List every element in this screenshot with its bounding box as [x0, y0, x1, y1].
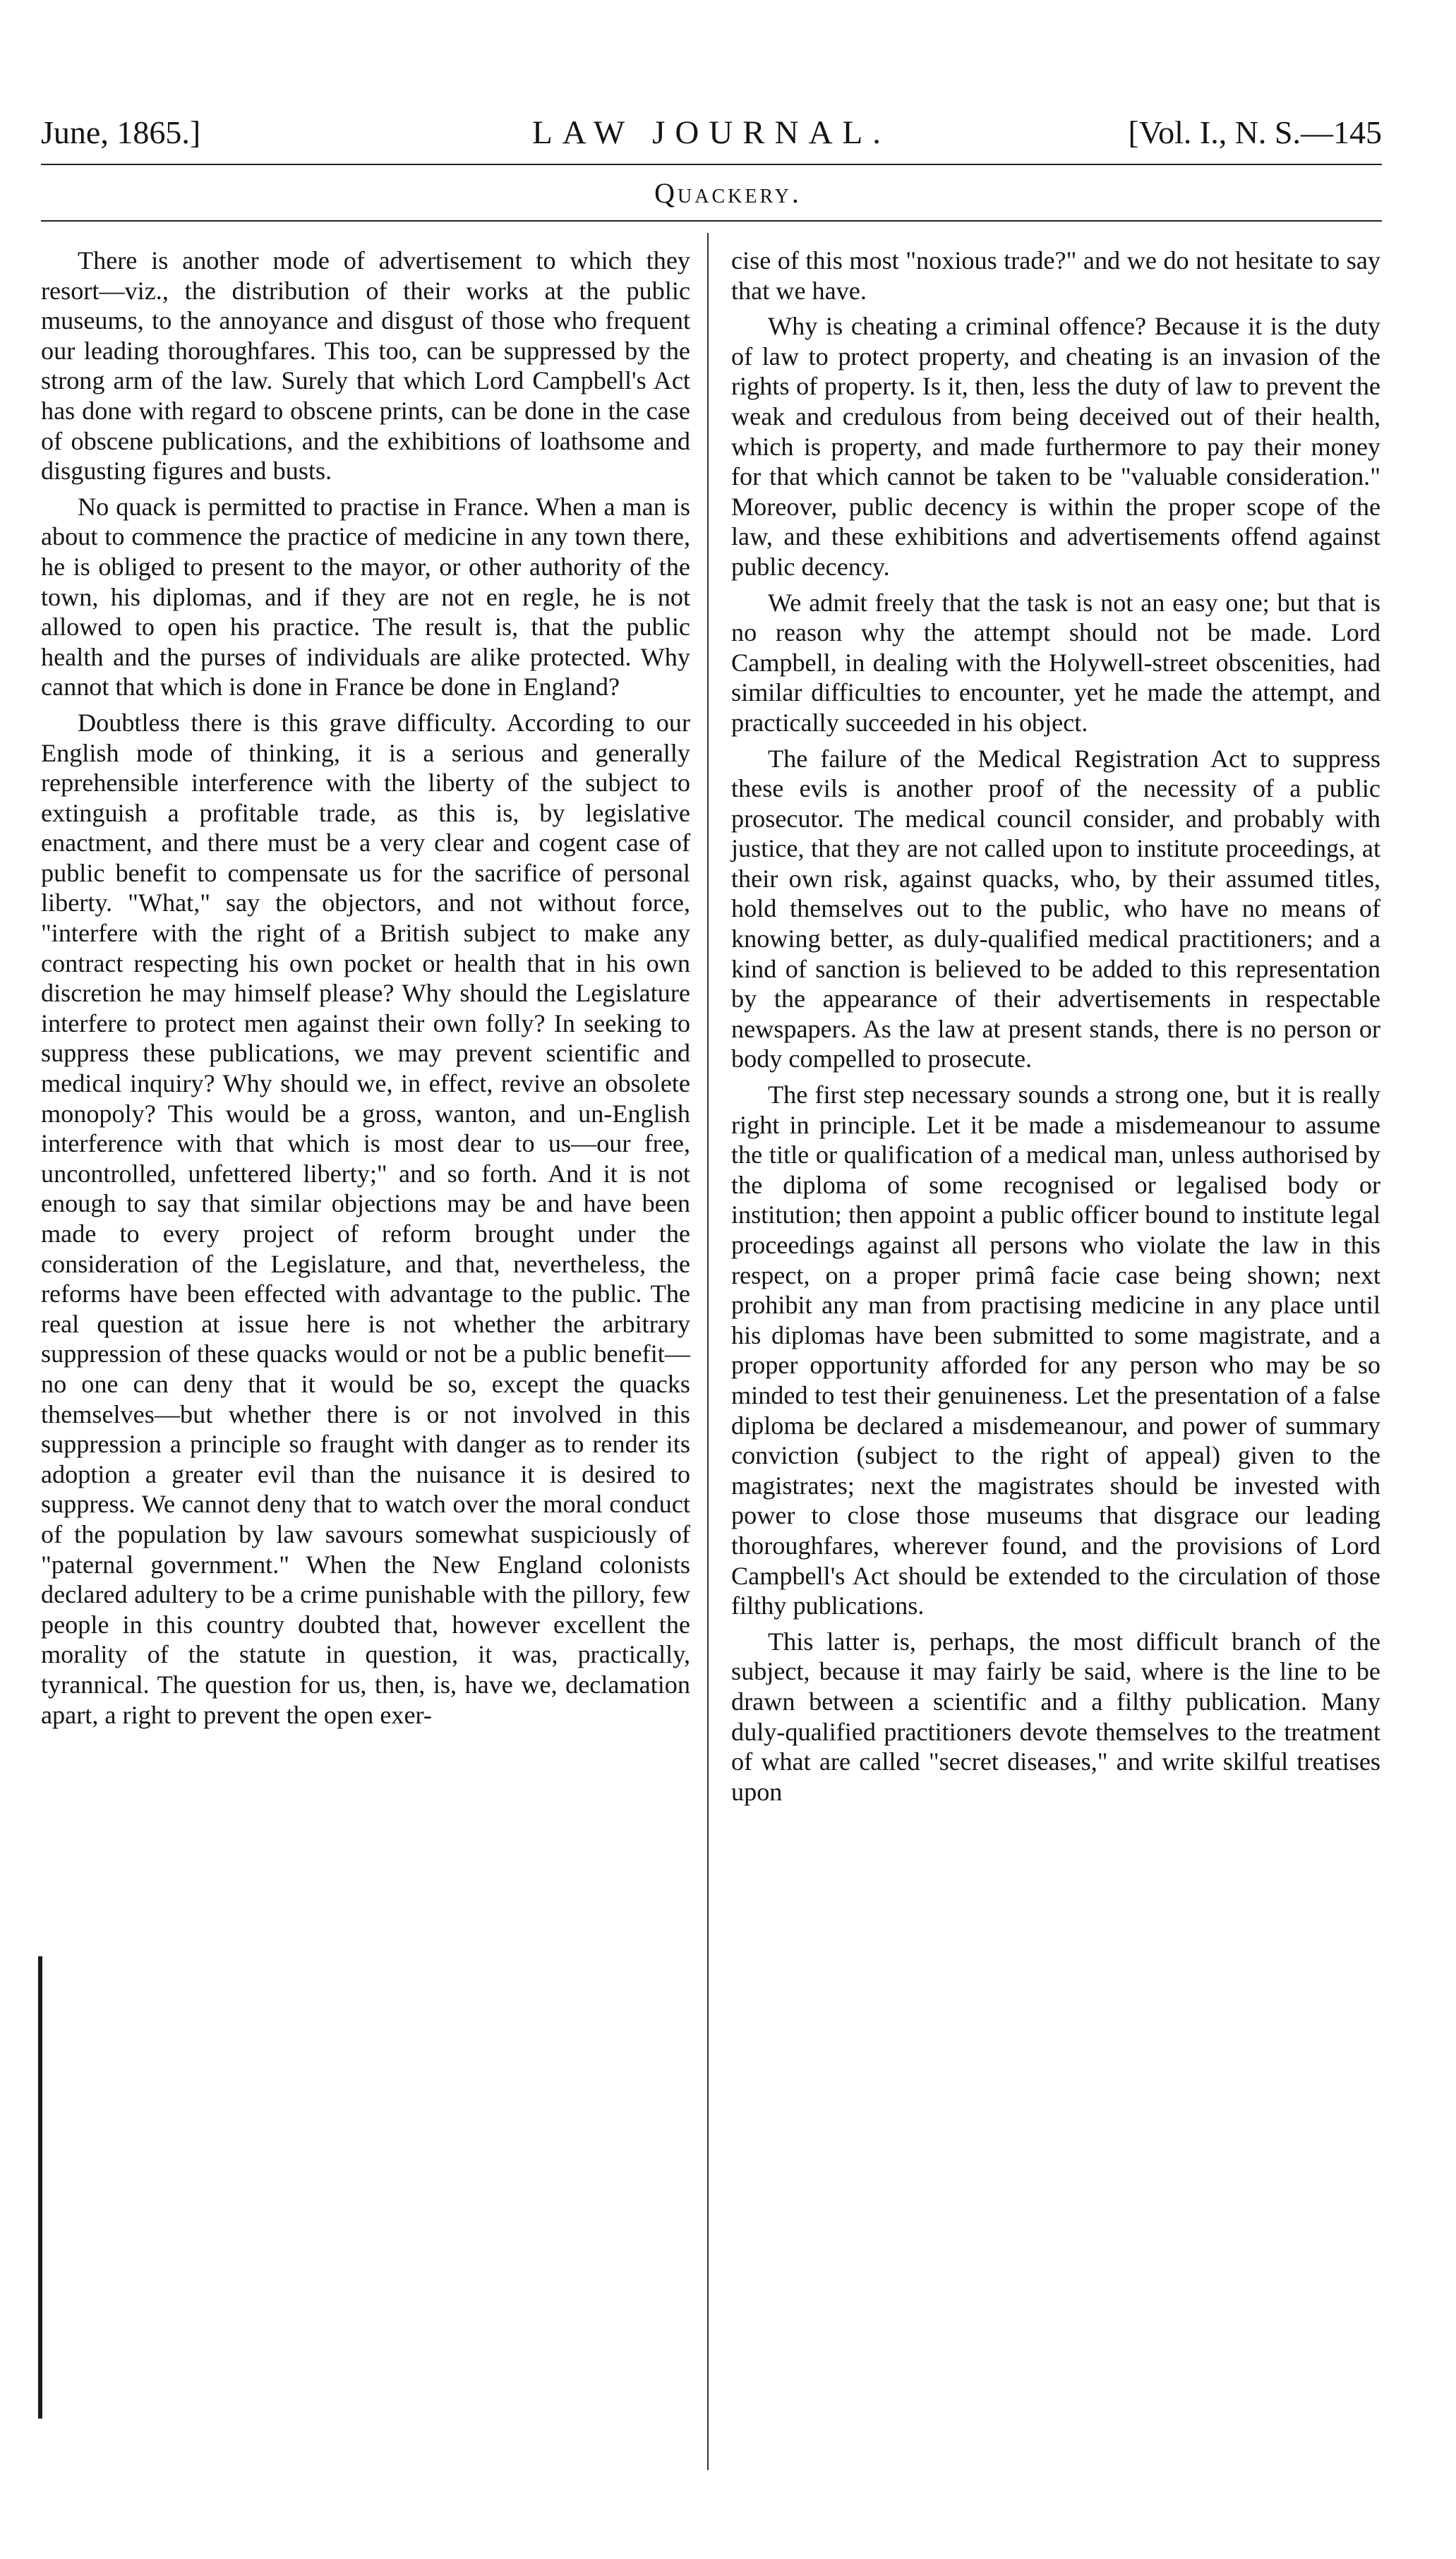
paragraph: The failure of the Medical Registration Act to suppress these evils is another proof of the necessity of a public prosecutor. The medical council consider, and probably with justice, that they are not called upon to institute proceedings, at their own risk, against quacks, who, by their assumed titles, hold themselves out to the public, who have no means of knowing better, as duly-qualified medical practitioners; and a kind of sanction is believed to be added to this representation by the appearance of their advertisements in respectable newspapers. As the law at present stands, there is no person or body compelled to prosecute.	[731, 744, 1380, 1073]
running-header	[41, 112, 1382, 154]
header-journal-title: LAW JOURNAL.	[531, 114, 891, 151]
paragraph: Why is cheating a criminal offence? Because it is the duty of law to protect property, and cheating is an invasion of the rights of property. Is it, then, less the duty of law to prevent the weak and credulous from being deceived out of their health, which is property, and made furthermore to pay their money for that which cannot be taken to be "valuable consideration." Moreover, public decency is within the proper scope of the law, and these exhibitions and advertisements offend against public decency.	[731, 312, 1380, 581]
right-column	[731, 246, 1380, 1812]
paragraph: cise of this most "noxious trade?" and we do not hesitate to say that we have.	[731, 246, 1380, 305]
paragraph: There is another mode of advertisement to which they resort—viz., the distribution of their works at the public museums, to the annoyance and disgust of those who frequent our leading thoroughfares. This too, can be suppressed by the strong arm of the law. Surely that which Lord Campbell's Act has done with regard to obscene prints, can be done in the case of obscene publications, and the exhibitions of loathsome and disgusting figures and busts.	[41, 246, 690, 486]
section-title: Quackery.	[654, 177, 802, 209]
paragraph: No quack is permitted to practise in France. When a man is about to commence the practice of medicine in any town there, he is obliged to present to the mayor, or other authority of the town, his diplomas, and if they are not en regle, he is not allowed to open his practice. The result is, that the public health and the purses of individuals are alike protected. Why cannot that which is done in France be done in England?	[41, 492, 690, 702]
paragraph: Doubtless there is this grave difficulty. According to our English mode of thinking, it is a serious and generally reprehensible interference with the liberty of the subject to extinguish a profitable trade, as this is, by legislative enactment, and there must be a very clear and cogent case of public benefit to compensate us for the sacrifice of personal liberty. "What," say the objectors, and not without force, "interfere with the right of a British subject to make any contract respecting his own pocket or health that in his own discretion he may himself please? Why should the Legislature interfere to protect men against their own folly? In seeking to suppress these publications, we may prevent scientific and medical inquiry? Why should we, in effect, revive an obsolete monopoly? This would be a gross, wanton, and un-English interference with that which is most dear to us—our free, uncontrolled, unfettered liberty;" and so forth. And it is not enough to say that similar objections may be and have been made to every project of reform brought under the consideration of the Legislature, and that, nevertheless, the reforms have been effected with advantage to the public. The real question at issue here is not whether the arbitrary suppression of these quacks would or not be a public benefit—no one can deny that it would be so, except the quacks themselves—but whether there is or not involved in this suppression a principle so fraught with danger as to render its adoption a greater evil than the nuisance it is desired to suppress. We cannot deny that to watch over the moral conduct of the population by law savours somewhat suspiciously of "paternal government." When the New England colonists declared adultery to be a crime punishable with the pillory, few people in this country doubted that, however excellent the morality of the statute in question, it was, practically, tyrannical. The question for us, then, is, have we, declamation apart, a right to prevent the open exer-	[41, 708, 690, 1729]
paragraph: The first step necessary sounds a strong one, but it is really right in principle. Let it be made a misdemeanour to assume the title or qualification of a medical man, unless authorised by the diploma of some recognised or legalised body or institution; then appoint a public officer bound to institute legal proceedings against all persons who violate the law in this respect, on a proper primâ facie case being shown; next prohibit any man from practising medicine in any place until his diplomas have been submitted to some magistrate, and a proper opportunity afforded for any person who may be so minded to test their genuineness. Let the presentation of a false diploma be declared a misdemeanour, and power of summary conviction (subject to the right of appeal) given to the magistrates; next the magistrates should be invested with power to close those museums that disgrace our leading thoroughfares, wherever found, and the provisions of Lord Campbell's Act should be extended to the circulation of those filthy publications.	[731, 1080, 1380, 1620]
margin-mark	[38, 1956, 42, 2419]
paragraph: We admit freely that the task is not an easy one; but that is no reason why the attempt should not be made. Lord Campbell, in dealing with the Holywell-street obscenities, had similar difficulties to encounter, yet he made the attempt, and practically succeeded in his object.	[731, 588, 1380, 737]
paragraph: This latter is, perhaps, the most difficult branch of the subject, because it may fairly be said, where is the line to be drawn between a scientific and a filthy publication. Many duly-qualified practitioners devote themselves to the treatment of what are called "secret diseases," and write skilful treatises upon	[731, 1627, 1380, 1806]
left-column	[41, 246, 690, 1735]
column-divider	[707, 233, 709, 2470]
section-rule	[41, 220, 1382, 222]
header-rule	[41, 164, 1382, 165]
header-date: June, 1865.]	[41, 114, 201, 150]
header-volume: [Vol. I., N. S.—145	[1128, 114, 1382, 150]
